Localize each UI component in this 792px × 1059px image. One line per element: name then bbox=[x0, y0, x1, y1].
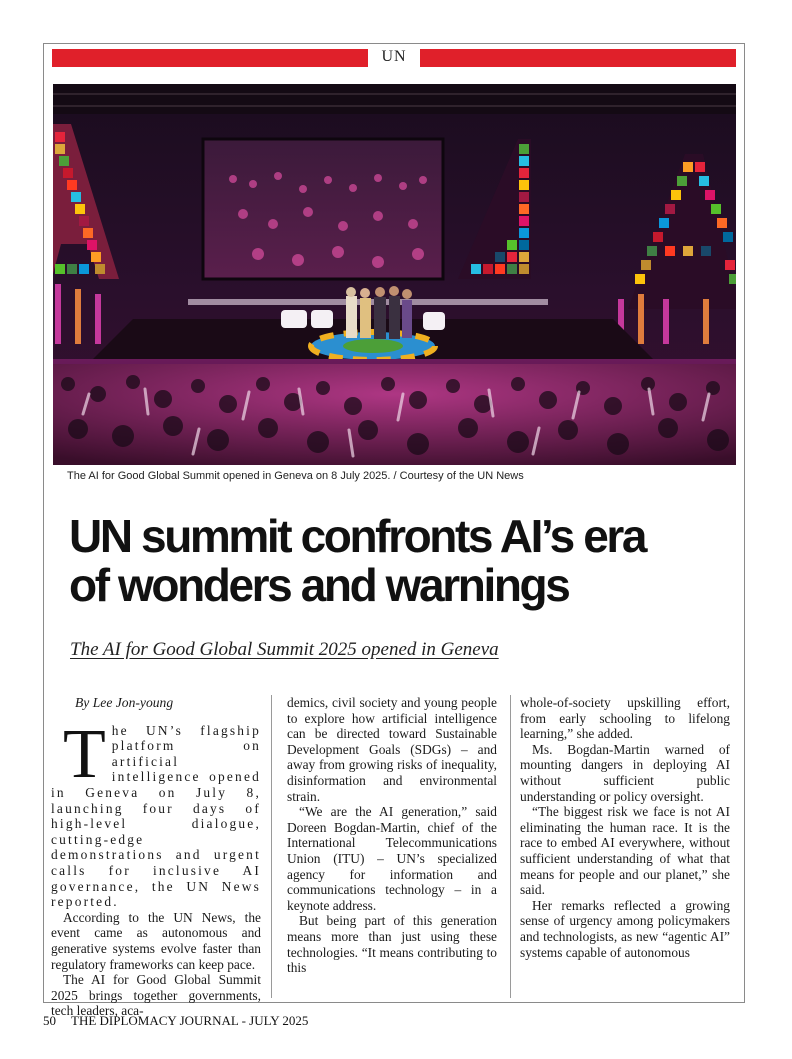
body-paragraph: Ms. Bogdan-Martin warned of mounting dangers in deploying AI without sufficient public understanding or policy oversight. bbox=[520, 741, 730, 804]
headline-line-1: UN summit confronts AI’s era bbox=[69, 510, 646, 562]
section-label: UN bbox=[381, 48, 407, 65]
body-paragraph: The AI for Good Global Summit 2025 brings together governments, tech leaders, aca- bbox=[51, 972, 261, 1019]
section-header bbox=[52, 49, 736, 67]
body-paragraph: whole-of-society upskilling effort, from early schooling to lifelong learning,” she added. bbox=[520, 695, 730, 742]
headline-line-2: of wonders and warnings bbox=[69, 559, 569, 611]
article-column-3 bbox=[520, 695, 730, 960]
body-paragraph: “We are the AI generation,” said Doreen Bogdan-Martin, chief of the International Telecommunications Union (ITU) – UN’s specialized agency for information and communications technology – in a keynote address. bbox=[287, 804, 497, 913]
lead-paragraph bbox=[51, 715, 261, 910]
body-paragraph: But being part of this generation means more than just using these technologies. “It means contributing to this bbox=[287, 913, 497, 976]
summit-photo-illustration bbox=[53, 84, 736, 465]
headline bbox=[69, 512, 749, 610]
drop-cap: T bbox=[63, 715, 106, 793]
column-divider bbox=[271, 695, 272, 998]
body-paragraph: demics, civil society and young people to explore how artificial intelligence can be directed toward Sustainable Development Goals (SDGs) – and away from growing risks of inequality, disinformation and environmental strain. bbox=[287, 695, 497, 804]
article-column-1 bbox=[51, 695, 261, 1019]
summit-photo bbox=[53, 84, 736, 465]
body-paragraph: “The biggest risk we face is not AI eliminating the human race. It is the race to embed AI everywhere, without sufficient understanding of what that means for people and our planet,” she said. bbox=[520, 804, 730, 898]
photo-caption: The AI for Good Global Summit opened in Geneva on 8 July 2025. / Courtesy of the UN News bbox=[67, 470, 524, 482]
page-number: 50 bbox=[43, 1013, 56, 1028]
byline: By Lee Jon-young bbox=[75, 695, 174, 710]
lead-text: he UN’s flagship platform on artificial intelligence opened in Geneva on July 8, launching four days of high-level dialogue, cutting-edge demonstrations and urgent calls for inclusive AI governance, the UN News reported. bbox=[51, 722, 261, 910]
deck-subtitle: The AI for Good Global Summit 2025 opened in Geneva bbox=[70, 639, 499, 660]
section-bar-right bbox=[420, 49, 736, 67]
body-paragraph: According to the UN News, the event came as autonomous and generative systems evolve faster than regulatory frameworks can keep pace. bbox=[51, 909, 261, 972]
page-footer bbox=[43, 1013, 308, 1029]
publication-name: THE DIPLOMACY JOURNAL - JULY 2025 bbox=[71, 1013, 309, 1028]
column-divider bbox=[510, 695, 511, 998]
article-column-2 bbox=[287, 695, 497, 976]
section-bar-left bbox=[52, 49, 368, 67]
body-paragraph: Her remarks reflected a growing sense of urgency among policymakers and technologists, as new “agentic AI” systems capable of autonomous bbox=[520, 897, 730, 960]
